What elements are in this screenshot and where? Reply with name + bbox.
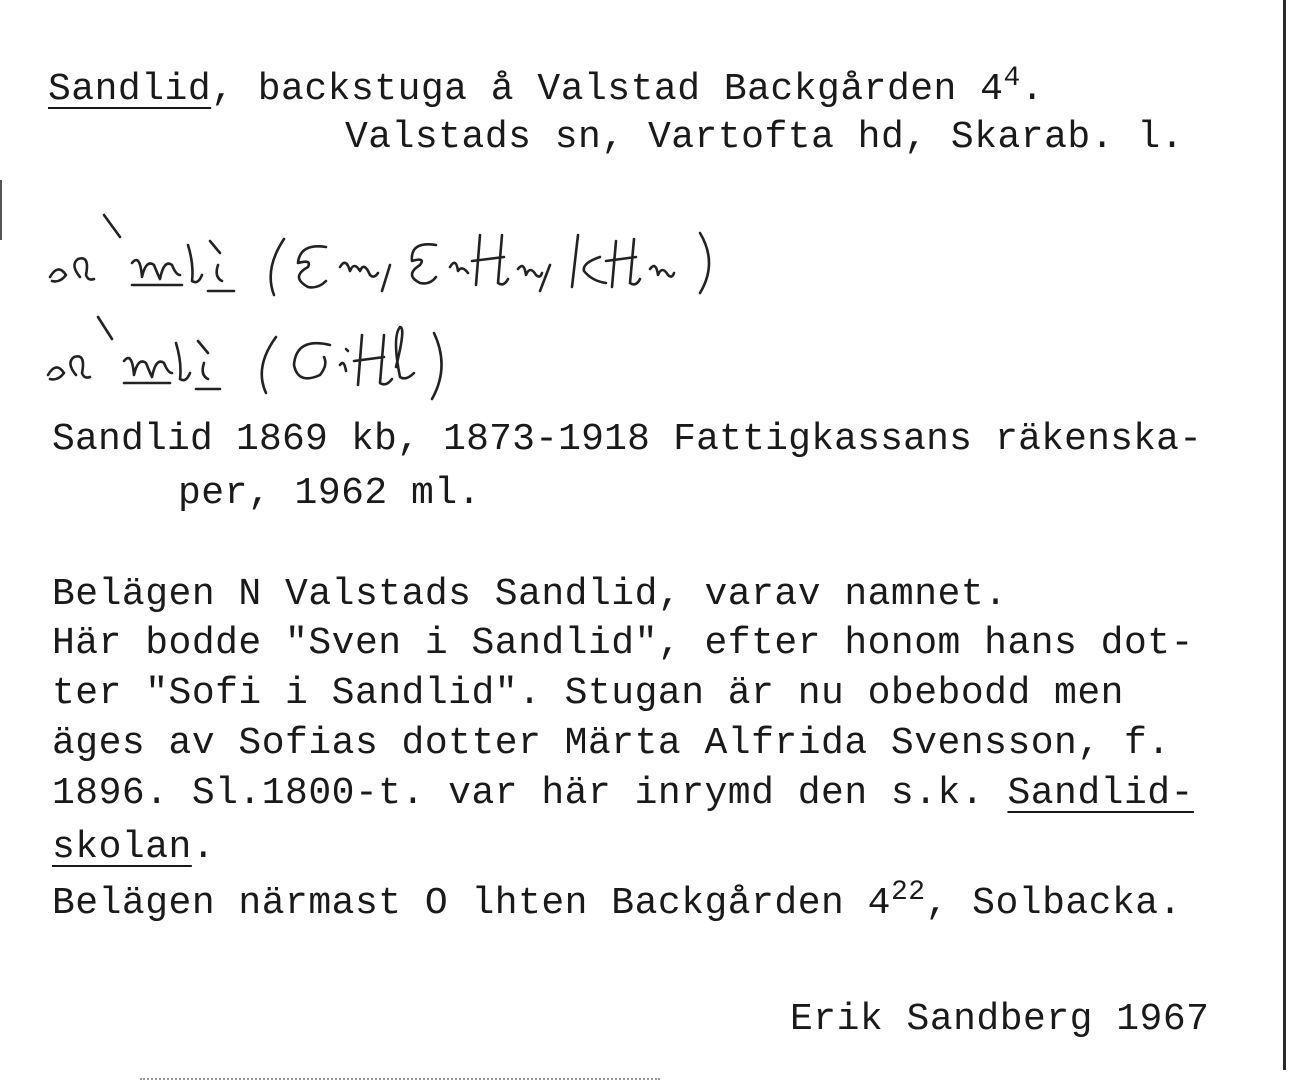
header-line-1-end: . <box>1020 68 1045 111</box>
description-line-5 <box>52 772 1194 816</box>
handwriting-pronunciation-1 <box>40 205 840 305</box>
description-line-3: ter "Sofi i Sandlid". Stugan är nu obebodd men <box>52 672 1124 715</box>
card-border-left <box>0 180 2 240</box>
header-line-1 <box>48 63 1045 112</box>
description-line-7 <box>52 877 1182 926</box>
sandlidskolan-part-2: skolan <box>52 826 192 869</box>
description-line-6-end: . <box>191 826 216 869</box>
description-superscript: 22 <box>890 877 926 908</box>
header-line-2: Valstads sn, Vartofta hd, Skarab. l. <box>345 116 1184 159</box>
description-line-5-text: 1896. Sl.1800-t. var här inrymd den s.k. <box>52 772 1008 815</box>
handwriting-line-2 <box>40 305 540 405</box>
place-name: Sandlid <box>48 68 212 111</box>
description-line-2: Här bodde "Sven i Sandlid", efter honom hans dot- <box>52 622 1194 665</box>
description-line-7-end: , Solbacka. <box>925 882 1182 925</box>
header-superscript: 4 <box>1003 63 1021 94</box>
description-line-1: Belägen N Valstads Sandlid, varav namnet. <box>52 573 1008 616</box>
signature: Erik Sandberg 1967 <box>790 998 1210 1041</box>
handwriting-line-1 <box>40 205 840 305</box>
handwriting-pronunciation-2 <box>40 305 540 405</box>
sources-line-1: Sandlid 1869 kb, 1873-1918 Fattigkassans räkenska- <box>52 418 1203 461</box>
header-line-1-rest: , backstuga å Valstad Backgården 4 <box>211 68 1004 111</box>
description-line-7-text: Belägen närmast O lhten Backgården 4 <box>52 882 891 925</box>
card-border-right <box>1283 0 1286 1070</box>
description-line-6 <box>52 826 215 870</box>
description-line-4: äges av Sofias dotter Märta Alfrida Svensson, f. <box>52 722 1171 765</box>
sandlidskolan-part-1: Sandlid- <box>1007 772 1194 815</box>
bottom-edge <box>140 1078 660 1080</box>
sources-line-2: per, 1962 ml. <box>178 472 481 515</box>
